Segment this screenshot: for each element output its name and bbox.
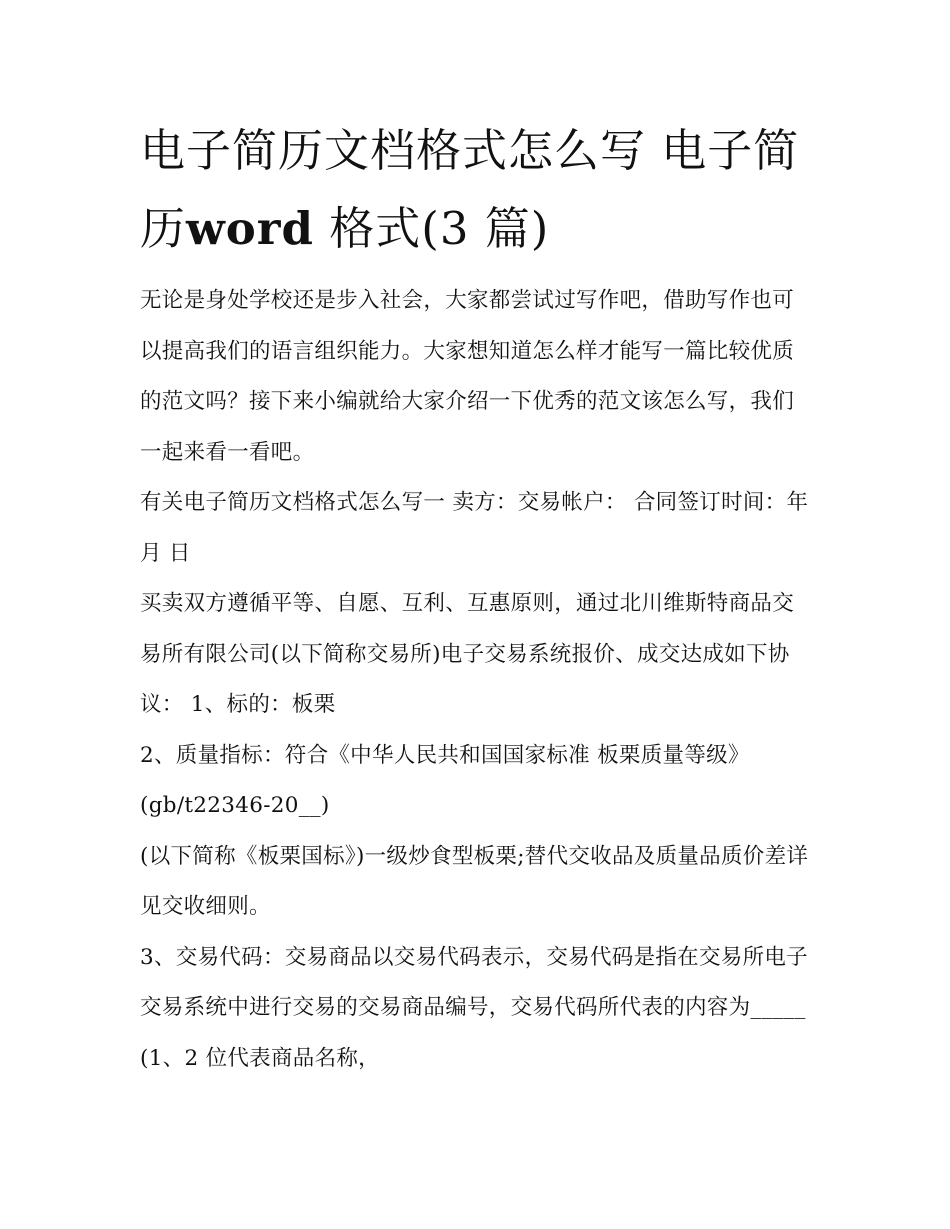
quality-detail-paragraph: (以下简称《板栗国标》)一级炒食型板栗;替代交收品及质量品质价差详见交收细则。 [140,843,809,919]
quality-clause-paragraph: 2、质量指标：符合《中华人民共和国国家标准 板栗质量等级》(gb/t22346-20__) [140,742,750,818]
contract-header-paragraph: 有关电子简历文档格式怎么写一 卖方：交易帐户： 合同签订时间：年月 日 [140,490,809,566]
document-page [140,112,812,1084]
title-text-part1: 电子简历文档格式怎么写 电子简历 [140,124,800,255]
title-text-part2: 格式(3 篇) [313,202,550,255]
agreement-paragraph: 买卖双方遵循平等、自愿、互利、互惠原则，通过北川维斯特商品交易所有限公司(以下简称交易所)电子交易系统报价、成交达成如下协议： 1、标的：板栗 [140,591,795,717]
document-title [140,112,812,268]
title-text-word: word [186,202,314,255]
trade-code-paragraph: 3、交易代码：交易商品以交易代码表示，交易代码是指在交易所电子交易系统中进行交易的交易商品编号，交易代码所代表的内容为_____ (1、2 位代表商品名称， [140,944,808,1071]
intro-paragraph: 无论是身处学校还是步入社会，大家都尝试过写作吧，借助写作也可以提高我们的语言组织能力。大家想知道怎么样才能写一篇比较优质的范文吗？接下来小编就给大家介绍一下优秀的范文该怎么写，我们一起来看一看吧。 [140,288,795,465]
